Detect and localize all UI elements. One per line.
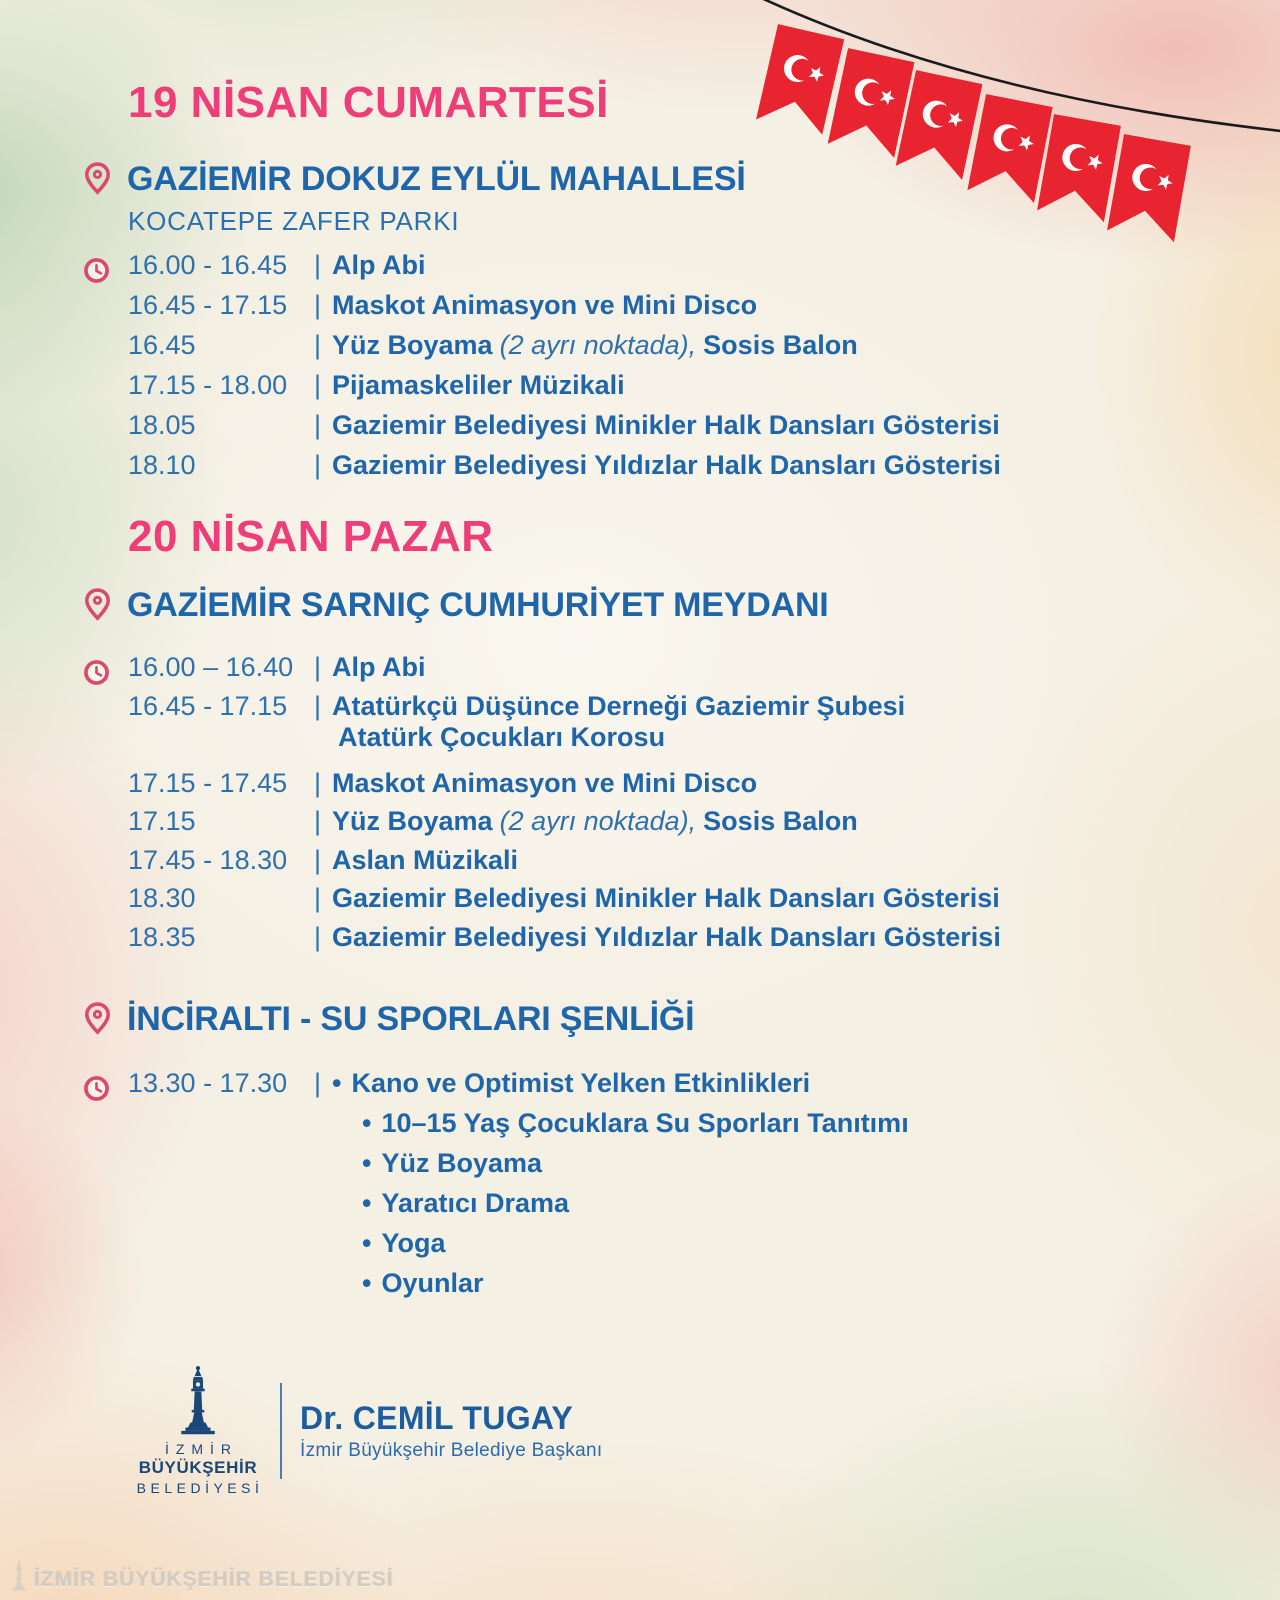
clock-icon — [82, 658, 111, 687]
event-row — [128, 250, 1001, 290]
watermark — [10, 1560, 394, 1592]
clock-icon — [82, 256, 111, 285]
activity-row — [128, 1108, 909, 1148]
location-pin-icon — [84, 162, 111, 195]
location-pin-icon — [84, 588, 111, 621]
watermark-text: İZMİR BÜYÜKŞEHİR BELEDİYESİ — [34, 1568, 394, 1591]
event-time: 13.30 - 17.30 — [128, 1068, 288, 1098]
activity-item: • Yoga — [362, 1228, 446, 1258]
footer-divider — [280, 1383, 282, 1479]
event-time: 17.15 — [128, 806, 196, 836]
day1-schedule — [128, 250, 1001, 490]
event-row — [128, 845, 1001, 884]
event-title: | Yüz Boyama (2 ayrı noktada), Sosis Balon — [314, 330, 858, 360]
su-senligi-heading — [84, 1000, 694, 1039]
bullet-dot: • — [362, 1188, 372, 1218]
clock-icon — [82, 1074, 111, 1103]
separator: | — [314, 921, 322, 952]
day2-location-heading — [84, 586, 829, 625]
clock-tower-icon — [10, 1560, 28, 1592]
event-row — [128, 691, 1001, 768]
event-time: 16.45 — [128, 330, 196, 360]
separator: | — [314, 844, 322, 875]
mayor-block — [300, 1400, 602, 1462]
separator: | — [314, 410, 322, 440]
bullet-dot: • — [362, 1228, 372, 1258]
day2-location-name: GAZİEMİR SARNIÇ CUMHURİYET MEYDANI — [127, 586, 829, 624]
event-time: 18.30 — [128, 883, 196, 913]
bullet-dot: • — [362, 1108, 372, 1138]
clock-tower-icon — [176, 1366, 220, 1438]
event-time: 16.00 – 16.40 — [128, 652, 294, 682]
logo-text-buyuksehir: BÜYÜKŞEHİR — [138, 1458, 258, 1477]
separator: | — [314, 806, 322, 836]
logo-text-izmir: İZMİR — [164, 1441, 239, 1457]
izmir-municipality-logo — [134, 1366, 262, 1496]
event-title: | Aslan Müzikali — [314, 844, 519, 875]
day1-location-name: GAZİEMİR DOKUZ EYLÜL MAHALLESİ — [127, 160, 746, 198]
event-title: | Maskot Animasyon ve Mini Disco — [314, 290, 758, 320]
event-title: | Maskot Animasyon ve Mini Disco — [314, 767, 758, 798]
bullet-dot: • — [362, 1268, 372, 1298]
separator: | — [314, 370, 322, 400]
event-time: 16.00 - 16.45 — [128, 250, 288, 280]
activity-row — [128, 1148, 909, 1188]
bullet-dot: • — [362, 1148, 372, 1178]
day2-schedule — [128, 652, 1001, 960]
day2-title: 20 NİSAN PAZAR — [128, 512, 494, 561]
separator: | — [314, 883, 322, 913]
event-row — [128, 922, 1001, 961]
day1-location-heading — [84, 160, 746, 199]
event-title: | Yüz Boyama (2 ayrı noktada), Sosis Balon — [314, 806, 858, 836]
event-title: | Alp Abi — [314, 250, 426, 280]
event-title: | Gaziemir Belediyesi Minikler Halk Dansları Gösterisi — [314, 410, 1000, 440]
event-row — [128, 410, 1001, 450]
event-row — [128, 330, 1001, 370]
event-title: | Gaziemir Belediyesi Minikler Halk Dansları Gösterisi — [314, 883, 1000, 913]
event-time: 17.45 - 18.30 — [128, 844, 288, 875]
event-time: 18.35 — [128, 921, 196, 952]
separator: | — [314, 652, 322, 682]
event-time: 18.10 — [128, 450, 196, 480]
day1-venue: KOCATEPE ZAFER PARKI — [128, 206, 460, 236]
event-title: | Gaziemir Belediyesi Yıldızlar Halk Dansları Gösterisi — [314, 921, 1001, 952]
activity-item: • 10–15 Yaş Çocuklara Su Sporları Tanıtımı — [362, 1108, 909, 1138]
event-title: | Atatürkçü Düşünce Derneği Gaziemir Şubesi Atatürk Çocukları Korosu — [314, 690, 906, 752]
separator: | — [314, 1068, 322, 1098]
separator: | — [314, 330, 322, 360]
event-time: 18.05 — [128, 410, 196, 440]
activity-item: | • Kano ve Optimist Yelken Etkinlikleri — [314, 1068, 811, 1098]
activity-row — [128, 1228, 909, 1268]
activity-row — [128, 1188, 909, 1228]
activity-row — [128, 1268, 909, 1308]
activity-row — [128, 1068, 909, 1108]
su-senligi-name: İNCİRALTI - SU SPORLARI ŞENLİĞİ — [127, 1000, 695, 1038]
bullet-dot: • — [332, 1068, 342, 1098]
location-pin-icon — [84, 1002, 111, 1035]
logo-text-belediyesi: BELEDİYESİ — [136, 1480, 264, 1496]
event-row — [128, 290, 1001, 330]
event-row — [128, 883, 1001, 922]
su-senligi-schedule — [128, 1068, 909, 1308]
mayor-title: İzmir Büyükşehir Belediye Başkanı — [300, 1440, 603, 1461]
separator: | — [314, 290, 322, 320]
event-row — [128, 450, 1001, 490]
event-time: 17.15 - 18.00 — [128, 370, 288, 400]
separator: | — [314, 690, 322, 721]
activity-item: • Yaratıcı Drama — [362, 1188, 570, 1218]
activity-item: • Oyunlar — [362, 1268, 484, 1298]
event-row — [128, 768, 1001, 807]
event-time: 17.15 - 17.45 — [128, 767, 288, 798]
event-title: | Pijamaskeliler Müzikali — [314, 370, 625, 400]
event-time: 16.45 - 17.15 — [128, 690, 288, 721]
event-title: | Gaziemir Belediyesi Yıldızlar Halk Dansları Gösterisi — [314, 450, 1001, 480]
separator: | — [314, 250, 322, 280]
separator: | — [314, 767, 322, 798]
day1-title: 19 NİSAN CUMARTESİ — [128, 78, 609, 127]
footer — [134, 1366, 602, 1496]
event-title: | Alp Abi — [314, 652, 426, 682]
separator: | — [314, 450, 322, 480]
activity-item: • Yüz Boyama — [362, 1148, 543, 1178]
event-row — [128, 806, 1001, 845]
mayor-name: Dr. CEMİL TUGAY — [300, 1400, 573, 1436]
event-row — [128, 370, 1001, 410]
event-time: 16.45 - 17.15 — [128, 290, 288, 320]
event-row — [128, 652, 1001, 691]
